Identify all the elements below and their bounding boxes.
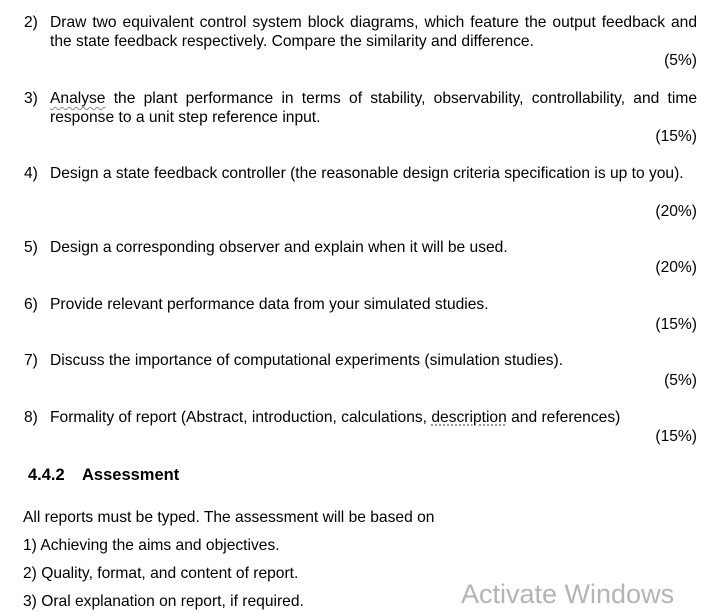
grammar-flagged-word: description xyxy=(431,409,507,426)
item-text: Design a state feedback controller (the reasonable design criteria specification is up to you). xyxy=(50,165,684,182)
section-heading xyxy=(28,465,179,485)
item-number: 8) xyxy=(24,409,38,426)
item-text: Design a corresponding observer and explain when it will be used. xyxy=(50,239,508,256)
section-number: 4.4.2 xyxy=(28,466,65,484)
assessment-intro: All reports must be typed. The assessment will be based on xyxy=(23,509,435,526)
item-mark: (15%) xyxy=(655,316,697,333)
item-number: 5) xyxy=(24,239,38,256)
item-text xyxy=(50,89,697,127)
item-text-start: Formality of report (Abstract, introduction, calculations, xyxy=(50,409,432,426)
activation-watermark: Activate Windows xyxy=(461,579,675,609)
item-mark: (5%) xyxy=(664,52,697,69)
item-number: 4) xyxy=(24,165,38,182)
item-number: 6) xyxy=(24,296,38,313)
item-text: Provide relevant performance data from your simulated studies. xyxy=(50,296,489,313)
item-text: Draw two equivalent control system block diagrams, which feature the output feedback and the state feedback respectively. Compare the similarity and difference. xyxy=(50,14,697,50)
item-number: 2) xyxy=(24,14,38,31)
item-mark: (15%) xyxy=(655,428,697,445)
item-mark: (20%) xyxy=(655,259,697,276)
item-number: 7) xyxy=(24,352,38,369)
item-text-rest: and references) xyxy=(506,409,621,426)
item-mark: (15%) xyxy=(655,128,697,145)
spellcheck-flagged-word: Analyse xyxy=(50,90,106,107)
item-number: 3) xyxy=(24,90,38,107)
item-text: Discuss the importance of computational experiments (simulation studies). xyxy=(50,352,564,369)
item-text-rest: the plant performance in terms of stability, observability, controllability, and time response to a unit step reference input. xyxy=(50,90,697,126)
assessment-point-3: 3) Oral explanation on report, if required. xyxy=(23,593,304,610)
section-title: Assessment xyxy=(82,466,180,484)
item-text xyxy=(50,408,697,427)
assessment-point-1: 1) Achieving the aims and objectives. xyxy=(23,537,280,554)
assessment-point-2: 2) Quality, format, and content of report. xyxy=(23,565,299,582)
item-mark: (20%) xyxy=(655,203,697,220)
item-mark: (5%) xyxy=(664,372,697,389)
